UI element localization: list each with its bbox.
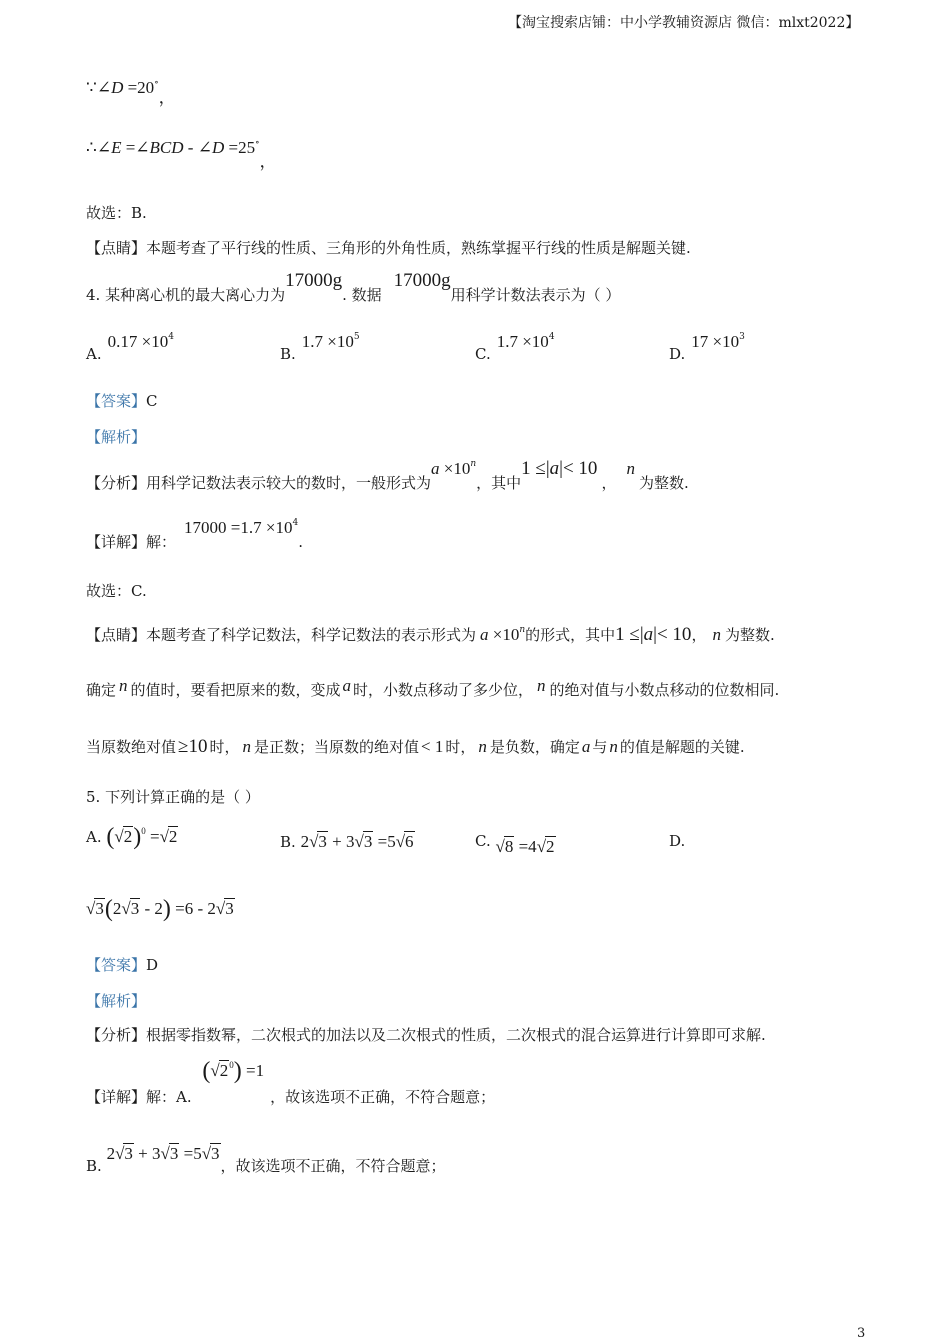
q4-tip-line3: 当原数绝对值 ≥10 时， n 是正数；当原数的绝对值 < 1 时， n 是负数，确定 a 与 n 的值是解题的关键.: [86, 736, 745, 757]
q5-option-d-expr: √3(2√3 - 2) =6 - 2√3: [86, 896, 234, 922]
q5-detail-b: B. 2√3 + 3√3 =5√3，故该选项不正确，不符合题意；: [86, 1144, 446, 1175]
q4-option-c: $C.1.7 \times 10^4$: [475, 332, 555, 363]
q4-stem: 4. 某种离心机的最大离心力为17000g. 数据17000g用科学计数法表示为（ ）: [86, 270, 621, 304]
q3-tip: 【点睛】本题考查了平行线的性质、三角形的外角性质，熟练掌握平行线的性质是解题关键.: [86, 239, 691, 257]
q3-choose: 故选：B.: [86, 204, 147, 222]
q4-tip-line2: 确定 n 的值时，要看把原来的数，变成 a 时，小数点移动了多少位， n 的绝对值与小数点移动的位数相同.: [86, 676, 780, 699]
q5-stem: 5. 下列计算正确的是（ ）: [86, 788, 260, 806]
page-header: 【淘宝搜索店铺：中小学教辅资源店 微信：mlxt2022】: [508, 15, 860, 31]
q5-option-a: A. $(√2)^0 =√2$: [86, 824, 178, 850]
q4-option-d: $D.17 \times 10^3$: [669, 332, 745, 363]
q5-option-b: B. 2√3 + 3√3 =5√6: [280, 832, 414, 851]
page-number: 3: [857, 1326, 866, 1341]
q5-option-d-label: D.: [669, 832, 686, 850]
q5-option-c: C. √8 =4√2: [475, 832, 555, 856]
given-angle-d: ∵∠D =20∘，: [86, 77, 176, 107]
q5-detail-a: 【详解】解：A. $(√2^0) =1$，故该选项不正确，不符合题意；: [86, 1058, 496, 1106]
q4-detail: 【详解】解：$17000 =1.7 \times 10^4$.: [86, 518, 303, 551]
angle-e-derivation: ∴∠E =∠BCD - ∠D =25∘，: [86, 137, 277, 171]
q4-answer: 【答案】C: [86, 392, 158, 410]
q5-fenxi: 【分析】根据零指数幂，二次根式的加法以及二次根式的性质，二次根式的混合运算进行计算即可求解.: [86, 1026, 766, 1044]
q5-answer: 【答案】D: [86, 956, 159, 974]
q4-tip-line1: 【点睛】本题考查了科学记数法，科学记数法的表示形式为 $a \times 10^n$的形式，其中1 ≤|a|< 10， n 为整数.: [86, 624, 775, 645]
q4-fenxi: 【分析】用科学记数法表示较大的数时，一般形式为$a \times 10^n$，其中1 ≤|a|< 10，n为整数.: [86, 458, 689, 492]
q4-choose: 故选：C.: [86, 582, 147, 600]
q4-option-b: $B.1.7 \times 10^5$: [280, 332, 360, 363]
q5-analysis-tag: 【解析】: [86, 992, 147, 1010]
q4-analysis-tag: 【解析】: [86, 428, 147, 446]
q4-option-a: $A.0.17 \times 10^4$: [86, 332, 174, 363]
